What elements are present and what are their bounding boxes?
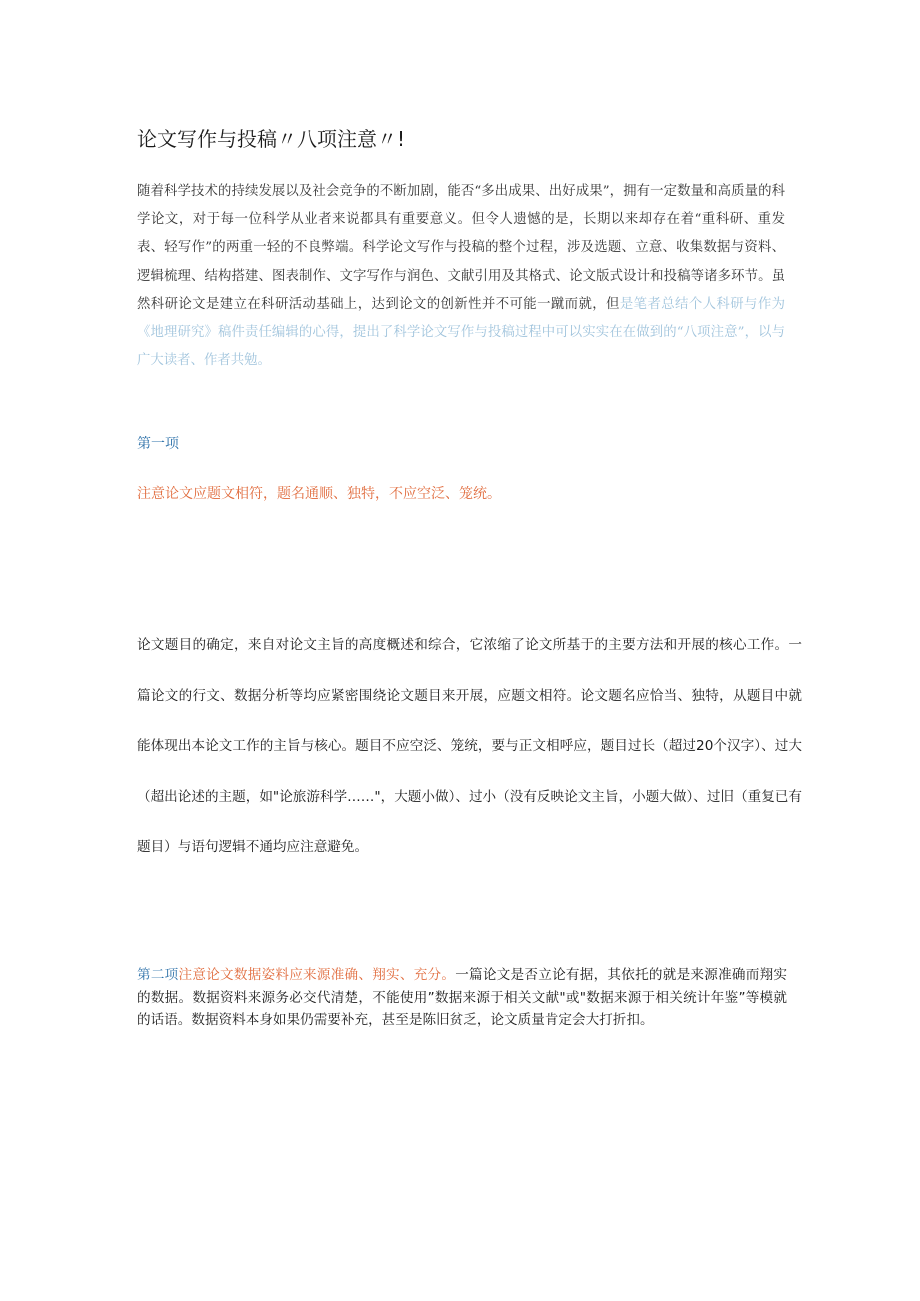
item2-heading: 第二项 — [137, 967, 179, 983]
intro-paragraph — [137, 178, 785, 375]
item2-paragraph — [137, 964, 787, 1032]
item2-body: 一篇论文是否立论有据，其依托的就是来源准确而翔实的数据。数据资料来源务必交代清楚，不能使用”数据来源于相关文献"或"数据来源于相关统计年鉴”等模就的话语。数据资料本身如果仍需要补充，甚至是陈旧贫乏，论文质量肯定会大打折扣。 — [137, 967, 788, 1028]
document-title: 论文写作与投稿〃八项注意〃! — [137, 127, 406, 151]
item1-body: 论文题目的确定，来自对论文主旨的高度概述和综合，它浓缩了论文所基于的主要方法和开展的核心工作。一篇论文的行文、数据分析等均应紧密围绕论文题目来开展，应题文相符。论文题名应恰当、独特，从题目中就能体现出本论文工作的主旨与核心。题目不应空泛、笼统，要与正文相呼应，题目过长（超过20个汉字）、过大（超出论述的主题，如"论旅游科学……"，大题小做）、过小（没有反映论文主旨，小题大做）、过旧（重复已有题目）与语句逻辑不通均应注意避免。 — [137, 637, 802, 855]
item1-subheading: 注意论文应题文相符，题名通顺、独特，不应空泛、笼统。 — [137, 486, 501, 502]
item1-heading: 第一项 — [137, 436, 179, 452]
item2-subheading: 注意论文数据姿料应来源准确、翔实、充分。 — [178, 967, 456, 983]
intro-text: 随着科学技术的持续发展以及社会竞争的不断加剧，能否“多出成果、出好成果”，拥有一定数量和高质量的科学论文，对于每一位科学从业者来说都具有重要意义。但令人遗憾的是，长期以来却存在着“重科研、重发表、轻写作”的两重一轻的不良弊端。科学论文写作与投稿的整个过程，涉及选题、立意、收集数据与资料、逻辑梳理、结构搭建、图表制作、文字写作与润色、文献引用及其格式、论文版式设计和投稿等诸多环节。虽然科研论文是建立在科研活动基础上，达到论文的创新性并不可能一蹴而就，但 — [137, 184, 785, 312]
intro-faded-text: 是笔者总结个人科研与作为《地理研究》稿件责任编辑的心得，提出了科学论文写作与投稿过程中可以实实在在做到的“八项注意”，以与广大读者、作者共勉。 — [137, 296, 786, 369]
